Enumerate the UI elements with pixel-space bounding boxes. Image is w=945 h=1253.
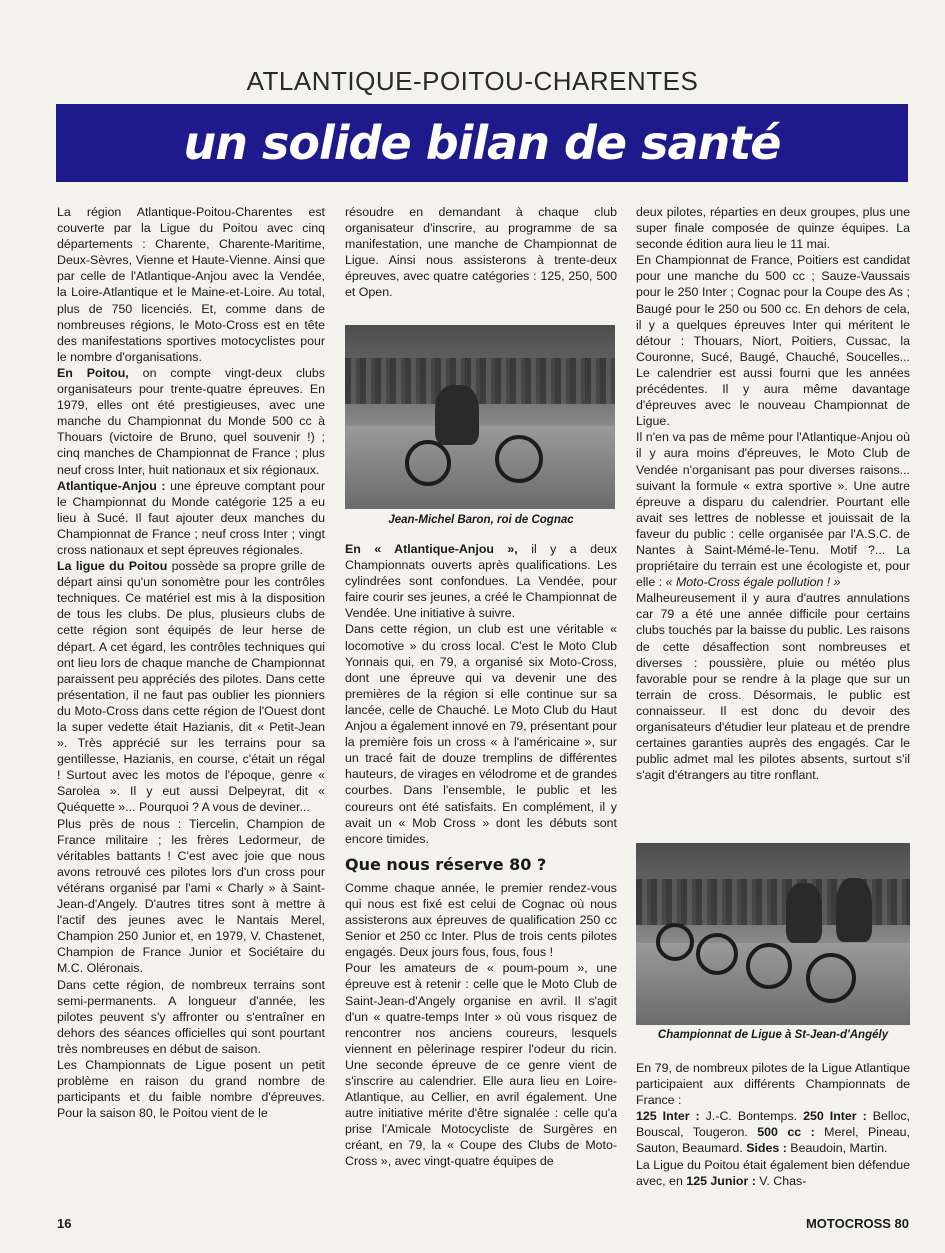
photo-start-line [636, 843, 910, 1025]
paragraph: résoudre en demandant à chaque club organisateur d'inscrire, au programme de sa manifestation, une manche de Championnat de Ligue. Ainsi nous assisterons à trente-deux épreuves, avec quatre catégories : 125, 250, 500 et Open. [345, 205, 617, 300]
paragraph: En 79, de nombreux pilotes de la Ligue Atlantique participaient aux différents Championnats de France : [636, 1061, 910, 1108]
photo-wheel [806, 953, 856, 1003]
paragraph [636, 429, 910, 590]
title-banner [56, 104, 908, 182]
paragraph: Les Championnats de Ligue posent un petit problème en raison du grand nombre de participants et du faible nombre d'épreuves. Pour la saison 80, le Poitou vient de le [57, 1057, 325, 1121]
paragraph: Plus près de nous : Tiercelin, Champion de France militaire ; les frères Ledormeur, de véritables battants ! C'est avec joie que nous avons retrouvé ces pilotes lors d'un cross pour vétérans organisé par l'ami « Charly » à Saint-Jean-d'Angely. D'autres titres sont à mettre à l'actif des jeunes avec le Nantais Merel, Champion 250 Junior et, en 1979, V. Chastenet, Champion de France Junior et Sociétaire du M.C. Oléronais. [57, 816, 325, 976]
paragraph-text: Merel, Pineau, Sauton, Beaumard. [636, 1125, 911, 1156]
paragraph [345, 541, 617, 621]
paragraph-text: Il n'en va pas de même pour l'Atlantique-Anjou où il y aura moins d'épreuves, le Moto Club de Vendée n'organisant pas pour diverses raisons... suivant la formule « extra sportive ». Une autre épreuve a disparu du calendrier. Pourtant elle avait ses lettres de noblesse et jouissait de la faveur du public : celle organisée par l'A.S.C. de Nantes à Saint-Mémé-le-Tenu. Motif ?... La propriétaire du terrain est une écologiste et, pour elle : [636, 430, 910, 590]
quote: « Moto-Cross égale pollution ! » [662, 575, 841, 590]
column-2-bottom [345, 541, 617, 1170]
photo-caption: Championnat de Ligue à St-Jean-d'Angély [657, 1029, 889, 1041]
paragraph [57, 365, 325, 478]
run-in-heading: Sides : [746, 1141, 787, 1156]
paragraph-text: on compte vingt-deux clubs organisateurs pour trente-quatre épreuves. En 1979, elles ont été prestigieuses, avec une manche du Championnat du Monde 500 cc à Thouars (victoire de Bruno, quel souvenir !) ; cinq manches de Championnat de France ; plus neuf cross Inter, huit nationaux et six régionaux. [57, 365, 325, 477]
photo-crowd [345, 358, 615, 404]
column-3-bottom [636, 1060, 910, 1189]
run-in-heading: 125 Junior : [686, 1173, 756, 1188]
paragraph [636, 1157, 910, 1189]
run-in-heading: En Poitou, [57, 365, 129, 380]
paragraph: La région Atlantique-Poitou-Charentes est couverte par la Ligue du Poitou avec cinq départements : Charente, Charente-Maritime, Deux-Sèvres, Vienne et Haute-Vienne. Ainsi que par celle de l'Atlantique-Anjou avec la Vendée, la Loire-Atlantique et le Maine-et-Loire. Au total, plus de 750 licenciés. Et, comme dans de nombreuses régions, le Moto-Cross est en tête des manifestations sportives motocyclistes pour le nombre d'organisations. [57, 205, 325, 364]
paragraph-text: une épreuve comptant pour le Championnat du Monde catégorie 125 a eu lieu à Sucé. Il faut ajouter deux manches du Championnat de France ; neuf cross Inter ; vingt cross nationaux et sept épreuves régionales. [57, 478, 325, 557]
run-in-heading: 500 cc : [757, 1125, 815, 1140]
page-number: 16 [57, 1216, 72, 1231]
run-in-heading: Atlantique-Anjou : [57, 478, 166, 493]
column-3-top [636, 204, 910, 783]
paragraph: Comme chaque année, le premier rendez-vous qui nous est fixé est celui de Cognac où nous assisterons aux épreuves de qualification 250 cc Senior et 250 cc Inter. Plus de trois cents pilotes engagés. Deux jours fous, fous, fous ! [345, 880, 617, 960]
photo-wheel [656, 923, 694, 961]
run-in-heading: La ligue du Poitou [57, 559, 168, 574]
paragraph-text: J.-C. Bontemps. [699, 1109, 804, 1124]
paragraph: Dans cette région, un club est une véritable « locomotive » du cross local. C'est le Moto Club Yonnais qui, en 79, a organisé six Moto-Cross, dont une épreuve qui va devenir une des premières de la région si elle continue sur sa lancée, celle de Chauché. Le Moto Club du Haut Anjou a également innové en 79, présentant pour la première fois un cross « à l'américaine », sur un tracé fait de douze tremplins de différentes hauteurs, de virages en vélodrome et de grandes courbes. Dans l'ensemble, le public et les coureurs ont été satisfaits. En complément, il y avait un « Mob Cross » dont les débuts sont encore timides. [345, 622, 617, 846]
paragraph [57, 478, 325, 558]
photo-wheel [746, 943, 792, 989]
paragraph: Dans cette région, de nombreux terrains sont semi-permanents. A longueur d'année, les pilotes peuvent s'y affronter ou s'entraîner en dehors des séances officielles qui sont pourtant très nombreuses en début de saison. [57, 977, 325, 1056]
paragraph-text: possède sa propre grille de départ ainsi qu'un sonomètre pour les contrôles techniques. Ce matériel est mis à la disposition de tous les clubs. De plus, plusieurs clubs de cette région sont équipés de leur herse de départ. A cet égard, les contrôles techniques qui ont lieu lors de chaque manche de Championnat paraissent peu appréciés des pilotes. Dans cette présentation, il ne faut pas oublier les pionniers du Moto-Cross dans cette région de l'Ouest dont la super vedette était Hazianis, dit « Petit-Jean ». Très apprécié sur les terrains pour sa gentillesse, Hazianis, en course, c'était un régal ! Surtout avec les motos de l'époque, genre « Sarolea ». Il y eut aussi Delpeyrat, dit « Quéquette »... Pourquoi ? A vous de deviner... [57, 559, 325, 815]
run-in-heading: 250 Inter : [803, 1109, 867, 1124]
article-title: un solide bilan de santé [183, 116, 781, 170]
run-in-heading: 125 Inter : [636, 1109, 700, 1124]
photo-caption: Jean-Michel Baron, roi de Cognac [388, 514, 574, 526]
paragraph: En Championnat de France, Poitiers est candidat pour une manche du 500 cc ; Sauze-Vaussais pour le 250 Inter ; Cognac pour la Coupe des As ; Baugé pour le 250 ou 500 cc. En dehors de cela, il y a quelques épreuves Inter qui méritent le détour : Thouars, Niort, Poitiers, Cussac, la Couronne, Sucé, Baugé, Chauché, Soucelles... Le calendrier est aussi fourni que les années précédentes. Il y aura même davantage d'épreuves avec le nouveau Championnat de Ligue. [636, 253, 910, 429]
section-subhead: Que nous réserve 80 ? [345, 854, 547, 874]
paragraph-text: La Ligue du Poitou était également bien défendue avec, en [636, 1157, 910, 1188]
photo-wheel [405, 440, 451, 486]
paragraph-text: Belloc, Bouscal, Tougeron. [636, 1109, 910, 1140]
photo-rider [836, 878, 872, 942]
paragraph-text: il y a deux Championnats ouverts après qualifications. Les cylindrées sont confondues. La Vendée, pour faire courir ses jeunes, a créé le Championnat de Vendée. Une initiative à suivre. [345, 542, 617, 621]
photo-ground [345, 426, 615, 509]
paragraph [636, 1108, 910, 1156]
photo-wheel [495, 435, 543, 483]
column-2-top [345, 204, 617, 301]
magazine-name: MOTOCROSS 80 [805, 1216, 909, 1231]
paragraph: deux pilotes, réparties en deux groupes, plus une super finale composée de quinze équipes. La seconde édition aura lieu le 11 mai. [636, 205, 910, 252]
column-1 [57, 204, 325, 1121]
paragraph [57, 558, 325, 816]
paragraph-text: Beaudoin, Martin. [786, 1141, 888, 1156]
photo-wheel [696, 933, 738, 975]
photo-rider [786, 883, 822, 943]
photo-rider [435, 385, 479, 445]
photo-rider-jump [345, 325, 615, 509]
paragraph-text: V. Chas- [755, 1173, 807, 1188]
run-in-heading: En « Atlantique-Anjou », [345, 542, 518, 556]
paragraph: Malheureusement il y aura d'autres annulations car 79 a été une année difficile pour certains clubs touchés par la baisse du public. Les raisons de cette désaffection sont nombreuses et diverses : poussière, pluie ou météo plus favorable pour se rendre à la plage que sur un terrain de cross. Désormais, le public est connaisseur. Il est donc du devoir des organisateurs d'étudier leur plateau et de prendre certaines garanties auprès des engagés. Car le public admet mal les pilotes absents, surtout s'il s'agit d'étrangers au titre ronflant. [636, 591, 910, 783]
section-kicker: ATLANTIQUE-POITOU-CHARENTES [246, 66, 699, 96]
paragraph: Pour les amateurs de « poum-poum », une épreuve est à retenir : celle que le Moto Club de Saint-Jean-d'Angely organise en avril. Il s'agit d'un « quatre-temps Inter » où vous risquez de rencontrer nos anciens coureurs, lesquels viennent en pèlerinage respirer l'odeur du ricin. Une seconde épreuve de ce genre vient de s'inscrire au calendrier. Elle aura lieu en Loire-Atlantique, au Cellier, en avril également. Une autre initiative mérite d'être signalée : celle qu'a prise l'Amicale Motocycliste de Surgères en créant, en 79, la « Coupe des Clubs de Moto-Cross », avec vingt-quatre équipes de [345, 961, 617, 1169]
